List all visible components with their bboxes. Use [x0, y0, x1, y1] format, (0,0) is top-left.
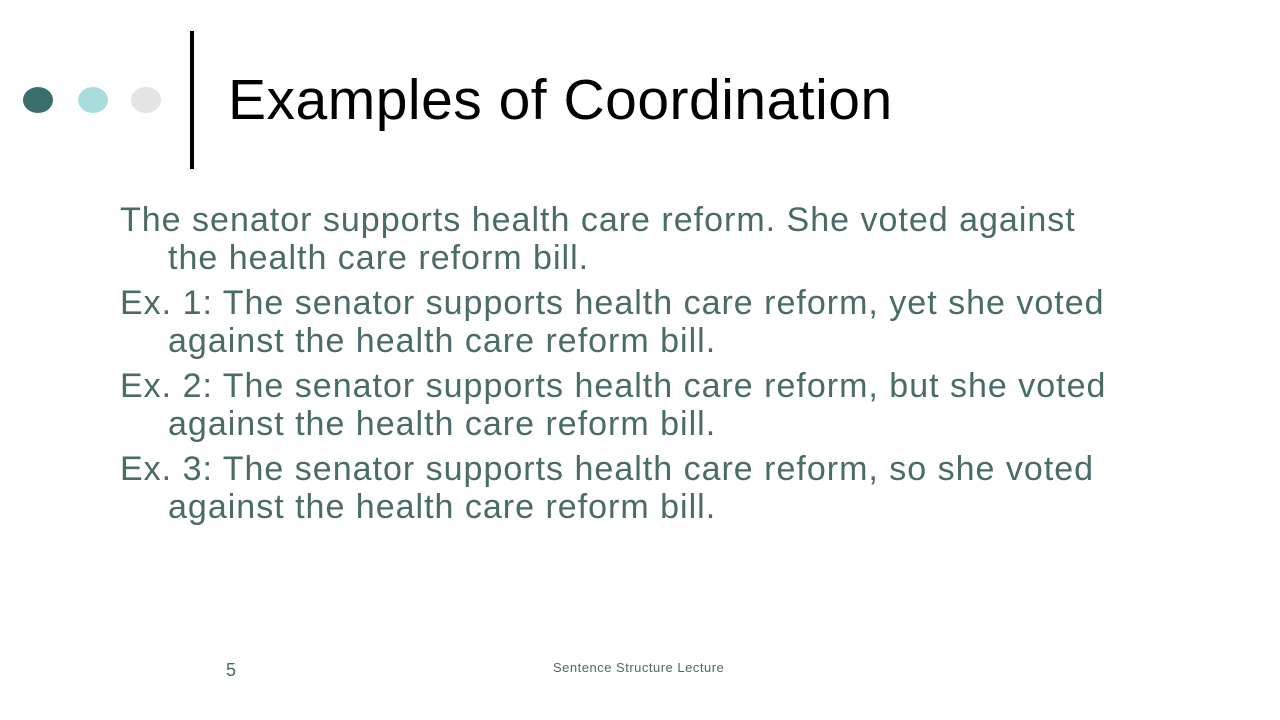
slide-body	[120, 201, 1120, 533]
paragraph-example-3: Ex. 3: The senator supports health care reform, so she voted against the health care reform bill.	[120, 450, 1095, 526]
decorative-dot-grey	[131, 87, 161, 113]
page-number: 5	[226, 660, 237, 680]
paragraph-original: The senator supports health care reform. She voted against the health care reform bill.	[120, 201, 1076, 277]
decorative-dot-dark	[23, 87, 53, 113]
title-divider	[190, 31, 194, 169]
decorative-dot-light	[78, 87, 108, 113]
footer-caption: Sentence Structure Lecture	[553, 660, 725, 675]
slide-title: Examples of Coordination	[228, 68, 893, 132]
paragraph-example-1: Ex. 1: The senator supports health care reform, yet she voted against the health care reform bill.	[120, 284, 1105, 360]
paragraph-example-2: Ex. 2: The senator supports health care reform, but she voted against the health care reform bill.	[120, 367, 1107, 443]
